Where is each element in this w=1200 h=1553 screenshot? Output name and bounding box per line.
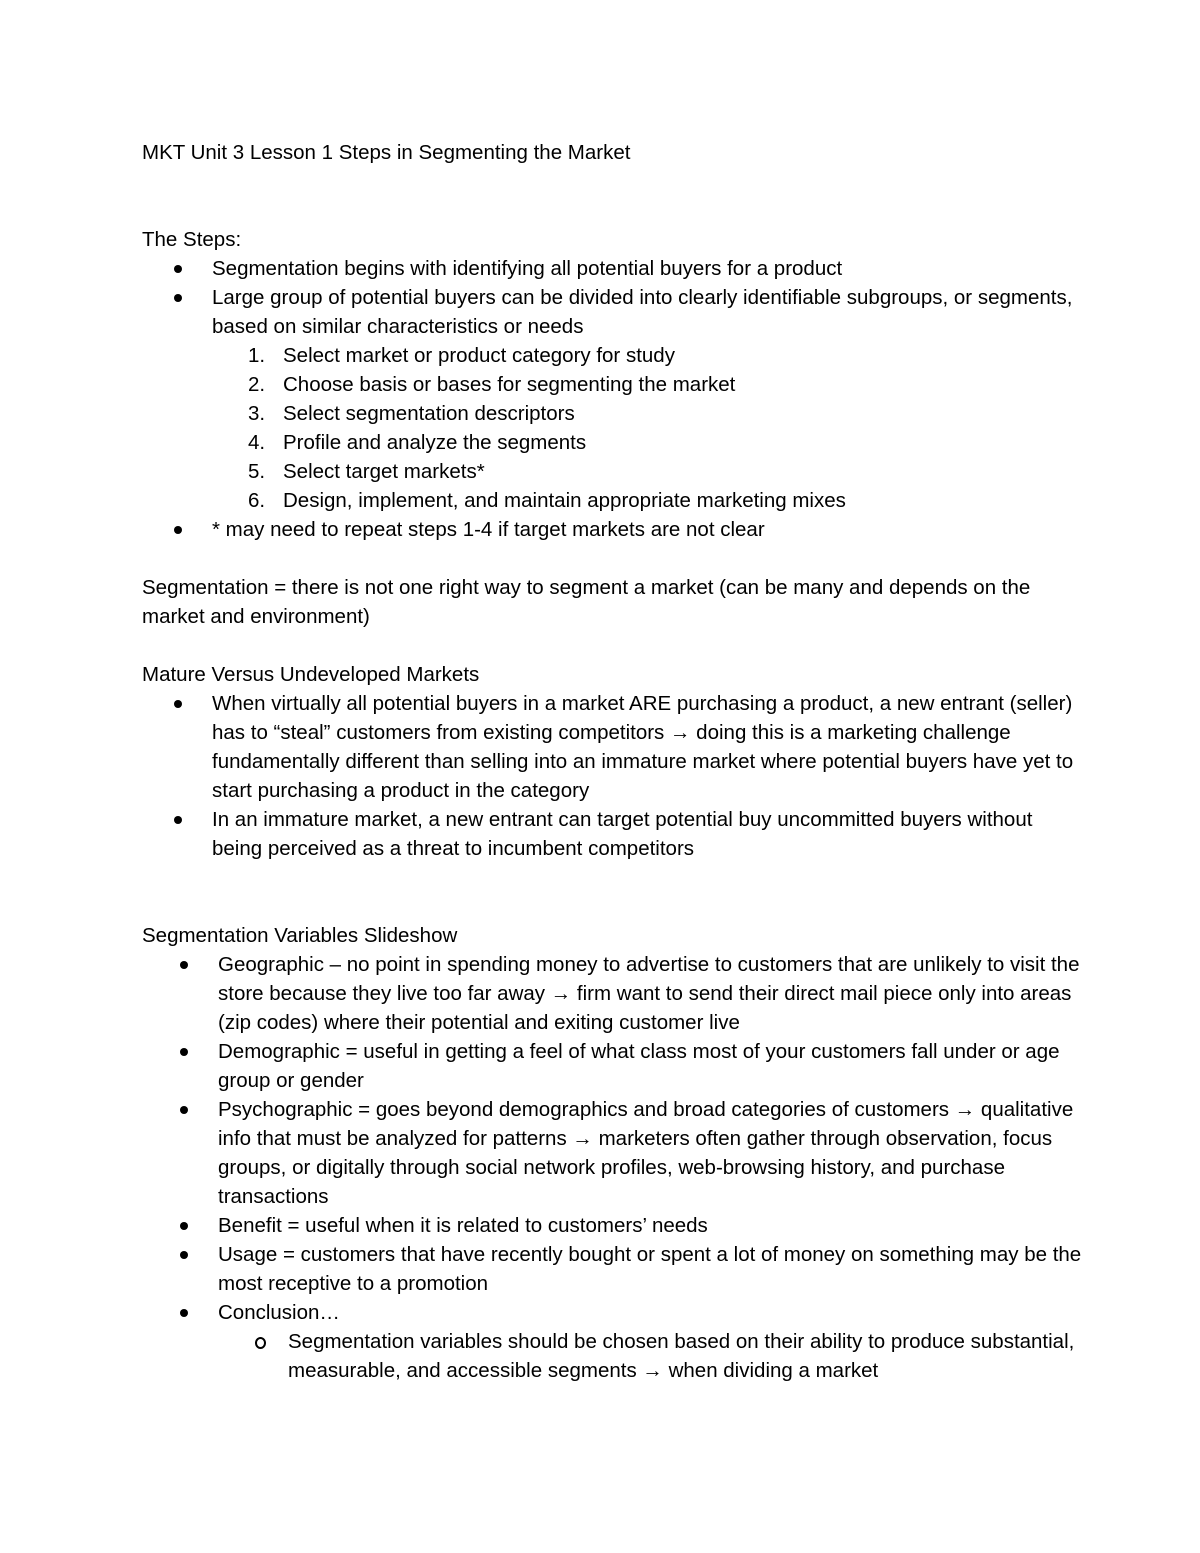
- bullet-icon: [174, 700, 182, 708]
- steps-bullet-list: [142, 254, 1082, 341]
- step-text: Select market or product category for study: [283, 344, 675, 367]
- hollow-bullet-icon: [255, 1337, 266, 1349]
- list-item: [142, 950, 1082, 1037]
- bullet-icon: [174, 265, 182, 273]
- list-item-text: Geographic – no point in spending money to advertise to customers that are unlikely to visit the store because they live too far away → firm want to send their direct mail piece only into areas (zip codes) where their potential and exiting customer live: [218, 953, 1080, 1034]
- list-item-text: When virtually all potential buyers in a market ARE purchasing a product, a new entrant (seller) has to “steal” customers from existing competitors → doing this is a marketing challenge fundamentally different than selling into an immature market where potential buyers have yet to start purchasing a product in the category: [212, 692, 1074, 802]
- bullet-icon: [180, 1251, 188, 1259]
- steps-numbered-list: [142, 341, 1082, 515]
- list-item: [142, 1037, 1082, 1095]
- list-item: [142, 254, 1082, 283]
- spacer: [142, 544, 1082, 573]
- numbered-step: [142, 341, 1082, 370]
- list-item-text: Large group of potential buyers can be divided into clearly identifiable subgroups, or segments, based on similar characteristics or needs: [212, 286, 1073, 338]
- step-text: Profile and analyze the segments: [283, 431, 587, 454]
- numbered-step: [142, 370, 1082, 399]
- bullet-icon: [180, 1222, 188, 1230]
- step-text: Design, implement, and maintain appropriate marketing mixes: [283, 489, 846, 512]
- list-item-text: Benefit = useful when it is related to customers’ needs: [218, 1214, 708, 1237]
- numbered-step: [142, 457, 1082, 486]
- step-text: Choose basis or bases for segmenting the market: [283, 373, 736, 396]
- list-item-text: Conclusion…: [218, 1301, 340, 1324]
- list-item-text: In an immature market, a new entrant can target potential buy uncommitted buyers without being perceived as a threat to incumbent competitors: [212, 808, 1033, 860]
- spacer: [142, 863, 1082, 921]
- list-item-text: Segmentation begins with identifying all potential buyers for a product: [212, 257, 843, 280]
- variables-bullet-list: [142, 950, 1082, 1327]
- list-item: [142, 1211, 1082, 1240]
- sub-list-item: [142, 1327, 1082, 1385]
- list-item: [142, 515, 1082, 544]
- bullet-icon: [180, 961, 188, 969]
- bullet-icon: [174, 526, 182, 534]
- list-item: [142, 805, 1082, 863]
- document-title: MKT Unit 3 Lesson 1 Steps in Segmenting the Market: [142, 141, 631, 164]
- document-page: [142, 138, 1082, 1385]
- bullet-icon: [180, 1106, 188, 1114]
- bullet-icon: [174, 816, 182, 824]
- steps-note-list: [142, 515, 1082, 544]
- bullet-icon: [174, 294, 182, 302]
- step-number: 6.: [248, 489, 266, 512]
- variables-sub-list: [142, 1327, 1082, 1385]
- bullet-icon: [180, 1048, 188, 1056]
- step-number: 3.: [248, 402, 266, 425]
- step-text: Select target markets*: [283, 460, 485, 483]
- bullet-icon: [180, 1309, 188, 1317]
- spacer: [142, 631, 1082, 660]
- step-number: 2.: [248, 373, 266, 396]
- list-item-text: Demographic = useful in getting a feel of what class most of your customers fall under or age group or gender: [218, 1040, 1060, 1092]
- list-item-text: Usage = customers that have recently bought or spent a lot of money on something may be the most receptive to a promotion: [218, 1243, 1082, 1295]
- steps-heading: The Steps:: [142, 228, 242, 251]
- step-text: Select segmentation descriptors: [283, 402, 575, 425]
- mature-bullet-list: [142, 689, 1082, 863]
- list-item: [142, 283, 1082, 341]
- step-number: 5.: [248, 460, 266, 483]
- variables-heading: Segmentation Variables Slideshow: [142, 924, 458, 947]
- numbered-step: [142, 428, 1082, 457]
- list-item: [142, 1298, 1082, 1327]
- list-item-text: * may need to repeat steps 1-4 if target markets are not clear: [212, 518, 765, 541]
- sub-list-item-text: Segmentation variables should be chosen based on their ability to produce substantial, measurable, and accessible segments → when dividing a market: [288, 1330, 1075, 1382]
- list-item: [142, 1240, 1082, 1298]
- spacer: [142, 167, 1082, 225]
- numbered-step: [142, 399, 1082, 428]
- numbered-step: [142, 486, 1082, 515]
- segmentation-note: Segmentation = there is not one right way to segment a market (can be many and depends on the market and environment): [142, 576, 1031, 628]
- list-item: [142, 689, 1082, 805]
- list-item-text: Psychographic = goes beyond demographics and broad categories of customers → qualitative info that must be analyzed for patterns → marketers often gather through observation, focus groups, or digitally through social network profiles, web-browsing history, and purchase transactions: [218, 1098, 1074, 1208]
- step-number: 1.: [248, 344, 266, 367]
- mature-heading: Mature Versus Undeveloped Markets: [142, 663, 480, 686]
- list-item: [142, 1095, 1082, 1211]
- step-number: 4.: [248, 431, 266, 454]
